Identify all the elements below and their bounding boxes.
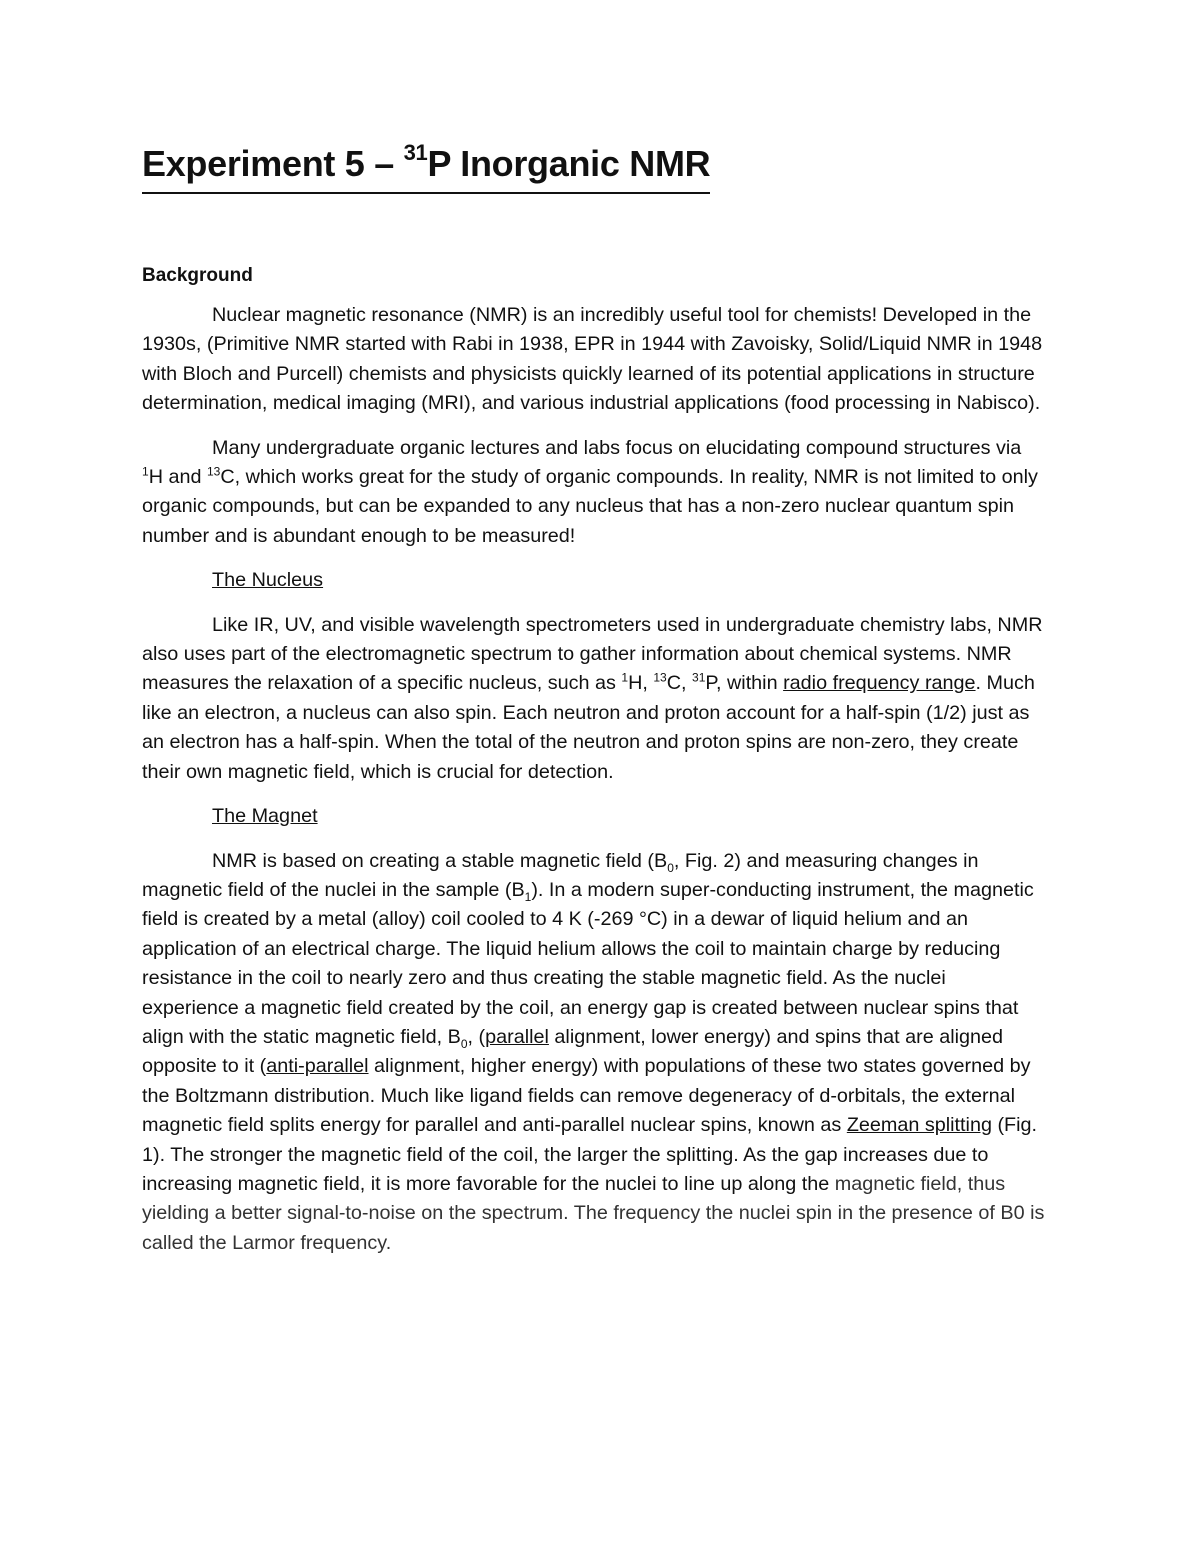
nucleus-heading: The Nucleus — [212, 569, 324, 592]
nucleus-paragraph: Like IR, UV, and visible wavelength spectrometers used in undergraduate chemistry labs, NMR also uses part of the electromagnetic spectrum to gather information about chemical systems. NMR measures the relaxation of a specific nucleus, such as $^1$H, $^{13}$C, $^{31}$P, within radio frequency range. Much like an electron, a nucleus can also spin. Each neutron and proton account for a half-spin (1/2) just as an electron has a half-spin. When the total of the neutron and proton spins are non-zero, they create their own magnetic field, which is crucial for detection. — [142, 613, 1043, 783]
background-paragraph-2: Many undergraduate organic lectures and labs focus on elucidating compound structures via $^1$H and $^{13}$C, which works great for the study of organic compounds. In reality, NMR is not limited to only organic compounds, but can be expanded to any nucleus that has a non-zero nuclear quantum spin number and is abundant enough to be measured! — [142, 436, 1038, 547]
anti-parallel-term: anti-parallel — [266, 1055, 369, 1078]
radio-frequency-range-term: radio frequency range — [783, 672, 976, 695]
magnet-heading: The Magnet — [212, 805, 318, 828]
title-suffix: P Inorganic NMR — [427, 143, 711, 184]
title-isotope-superscript: 31 — [403, 140, 428, 165]
zeeman-splitting-term: Zeeman splitting — [846, 1114, 992, 1137]
background-heading: Background — [142, 265, 253, 286]
document-title — [142, 138, 710, 194]
document-page — [142, 138, 1047, 1273]
magnet-paragraph: NMR is based on creating a stable magnetic field ($B_0$, Fig. 2) and measuring changes in magnetic field of the nuclei in the sample $(B_1)$. In a modern super-conducting instrument, the magnetic field is created by a metal (alloy) coil cooled to 4 K (-269 °C) in a dewar of liquid helium and an application of an electrical charge. The liquid helium allows the coil to maintain charge by reducing resistance in the coil to nearly zero and thus creating the stable magnetic field. As the nuclei experience a magnetic field created by the coil, an energy gap is created between nuclear spins that align with the static magnetic field, $B_0$, (parallel alignment, lower energy) and spins that are aligned opposite to it (anti-parallel alignment, higher energy) with populations of these two states governed by the Boltzmann distribution. Much like ligand fields can remove degeneracy of d-orbitals, the external magnetic field splits energy for parallel and anti-parallel nuclear spins, known as Zeeman splitting (Fig. 1). The stronger the magnetic field of the coil, the larger the splitting. As the gap increases due to increasing magnetic field, it is more favorable for the nuclei to line up along the magnetic field, thus yielding a better signal-to-noise on the spectrum. The frequency the nuclei spin in the presence of B0 is called the Larmor frequency. — [142, 849, 1045, 1254]
parallel-term: parallel — [485, 1025, 549, 1048]
title-prefix: Experiment 5 – — [142, 143, 404, 184]
background-paragraph-1: Nuclear magnetic resonance (NMR) is an incredibly useful tool for chemists! Developed in the 1930s, (Primitive NMR started with Rabi in 1938, EPR in 1944 with Zavoisky, Solid/Liquid NMR in 1948 with Bloch and Purcell) chemists and physicists quickly learned of its potential applications in structure determination, medical imaging (MRI), and various industrial applications (food processing in Nabisco). — [142, 304, 1043, 415]
